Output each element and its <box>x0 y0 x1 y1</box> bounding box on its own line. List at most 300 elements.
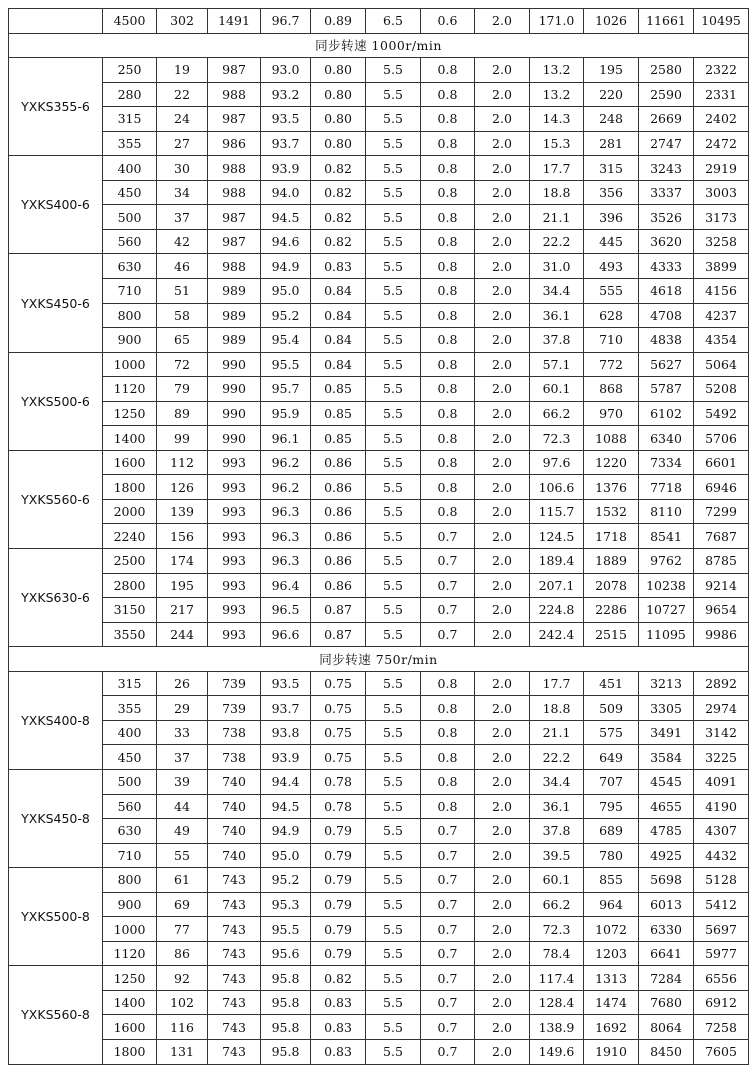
value-cell: 8541 <box>639 524 694 549</box>
value-cell: 1250 <box>103 401 157 426</box>
value-cell: 772 <box>584 352 639 377</box>
value-cell: 0.8 <box>421 450 475 475</box>
value-cell: 21.1 <box>530 720 584 745</box>
value-cell: 10495 <box>694 9 749 34</box>
value-cell: 93.8 <box>261 720 311 745</box>
value-cell: 315 <box>584 156 639 181</box>
table-row <box>9 1039 749 1064</box>
value-cell: 5.5 <box>366 401 421 426</box>
value-cell: 244 <box>157 622 208 647</box>
value-cell: 0.7 <box>421 573 475 598</box>
value-cell: 4838 <box>639 328 694 353</box>
value-cell: 9986 <box>694 622 749 647</box>
value-cell: 39 <box>157 769 208 794</box>
model-cell: YXKS450-8 <box>9 769 103 867</box>
value-cell: 740 <box>208 843 261 868</box>
value-cell: 5.5 <box>366 990 421 1015</box>
value-cell: 987 <box>208 205 261 230</box>
value-cell: 22.2 <box>530 229 584 254</box>
model-cell: YXKS560-8 <box>9 966 103 1064</box>
value-cell: 0.7 <box>421 524 475 549</box>
value-cell: 117.4 <box>530 966 584 991</box>
value-cell: 4708 <box>639 303 694 328</box>
value-cell: 27 <box>157 131 208 156</box>
value-cell: 630 <box>103 819 157 844</box>
value-cell: 217 <box>157 598 208 623</box>
value-cell: 1491 <box>208 9 261 34</box>
value-cell: 93.7 <box>261 131 311 156</box>
value-cell: 987 <box>208 229 261 254</box>
value-cell: 0.85 <box>311 377 366 402</box>
table-row <box>9 524 749 549</box>
value-cell: 58 <box>157 303 208 328</box>
table-row <box>9 58 749 83</box>
value-cell: 44 <box>157 794 208 819</box>
value-cell: 4545 <box>639 769 694 794</box>
table-row <box>9 573 749 598</box>
value-cell: 5.5 <box>366 966 421 991</box>
value-cell: 13.2 <box>530 58 584 83</box>
value-cell: 2.0 <box>475 377 530 402</box>
value-cell: 6946 <box>694 475 749 500</box>
value-cell: 2.0 <box>475 328 530 353</box>
value-cell: 0.8 <box>421 401 475 426</box>
value-cell: 6340 <box>639 426 694 451</box>
value-cell: 1220 <box>584 450 639 475</box>
value-cell: 93.7 <box>261 696 311 721</box>
value-cell: 4307 <box>694 819 749 844</box>
value-cell: 900 <box>103 892 157 917</box>
value-cell: 2240 <box>103 524 157 549</box>
value-cell: 5.5 <box>366 475 421 500</box>
value-cell: 5.5 <box>366 205 421 230</box>
value-cell: 95.8 <box>261 966 311 991</box>
value-cell: 2.0 <box>475 745 530 770</box>
model-cell: YXKS560-6 <box>9 450 103 548</box>
value-cell: 7680 <box>639 990 694 1015</box>
value-cell: 990 <box>208 377 261 402</box>
value-cell: 2331 <box>694 82 749 107</box>
value-cell: 97.6 <box>530 450 584 475</box>
value-cell: 96.3 <box>261 549 311 574</box>
table-row <box>9 131 749 156</box>
value-cell: 743 <box>208 1015 261 1040</box>
value-cell: 139 <box>157 499 208 524</box>
value-cell: 988 <box>208 156 261 181</box>
value-cell: 987 <box>208 58 261 83</box>
value-cell: 0.8 <box>421 82 475 107</box>
value-cell: 2.0 <box>475 671 530 696</box>
value-cell: 5.5 <box>366 58 421 83</box>
value-cell: 0.86 <box>311 549 366 574</box>
value-cell: 5697 <box>694 917 749 942</box>
value-cell: 96.3 <box>261 499 311 524</box>
value-cell: 49 <box>157 819 208 844</box>
value-cell: 1718 <box>584 524 639 549</box>
value-cell: 2.0 <box>475 401 530 426</box>
value-cell: 0.8 <box>421 205 475 230</box>
value-cell: 356 <box>584 180 639 205</box>
value-cell: 93.5 <box>261 107 311 132</box>
value-cell: 0.83 <box>311 254 366 279</box>
value-cell: 3003 <box>694 180 749 205</box>
table-row <box>9 328 749 353</box>
value-cell: 0.8 <box>421 58 475 83</box>
value-cell: 95.5 <box>261 352 311 377</box>
value-cell: 0.79 <box>311 917 366 942</box>
value-cell: 5698 <box>639 868 694 893</box>
value-cell: 3258 <box>694 229 749 254</box>
value-cell: 0.7 <box>421 843 475 868</box>
value-cell: 95.8 <box>261 1015 311 1040</box>
value-cell: 0.7 <box>421 892 475 917</box>
value-cell: 281 <box>584 131 639 156</box>
table-row <box>9 499 749 524</box>
value-cell: 7334 <box>639 450 694 475</box>
value-cell: 2402 <box>694 107 749 132</box>
value-cell: 2.0 <box>475 254 530 279</box>
model-cell: YXKS400-8 <box>9 671 103 769</box>
value-cell: 60.1 <box>530 868 584 893</box>
value-cell: 2974 <box>694 696 749 721</box>
value-cell: 743 <box>208 868 261 893</box>
value-cell: 0.8 <box>421 352 475 377</box>
value-cell: 707 <box>584 769 639 794</box>
value-cell: 0.79 <box>311 868 366 893</box>
table-row <box>9 9 749 34</box>
value-cell: 2.0 <box>475 966 530 991</box>
value-cell: 128.4 <box>530 990 584 1015</box>
value-cell: 743 <box>208 966 261 991</box>
value-cell: 988 <box>208 254 261 279</box>
value-cell: 5.5 <box>366 819 421 844</box>
value-cell: 6330 <box>639 917 694 942</box>
value-cell: 445 <box>584 229 639 254</box>
value-cell: 0.84 <box>311 328 366 353</box>
value-cell: 6601 <box>694 450 749 475</box>
value-cell: 115.7 <box>530 499 584 524</box>
table-row <box>9 696 749 721</box>
value-cell: 5.5 <box>366 180 421 205</box>
value-cell: 2.0 <box>475 180 530 205</box>
value-cell: 24 <box>157 107 208 132</box>
value-cell: 0.78 <box>311 769 366 794</box>
value-cell: 0.7 <box>421 941 475 966</box>
value-cell: 4925 <box>639 843 694 868</box>
value-cell: 0.80 <box>311 107 366 132</box>
value-cell: 34.4 <box>530 279 584 304</box>
value-cell: 2.0 <box>475 892 530 917</box>
value-cell: 6.5 <box>366 9 421 34</box>
value-cell: 8110 <box>639 499 694 524</box>
value-cell: 0.8 <box>421 475 475 500</box>
value-cell: 0.8 <box>421 745 475 770</box>
value-cell: 2.0 <box>475 82 530 107</box>
table-row <box>9 622 749 647</box>
value-cell: 6641 <box>639 941 694 966</box>
value-cell: 2500 <box>103 549 157 574</box>
value-cell: 5706 <box>694 426 749 451</box>
table-row <box>9 254 749 279</box>
value-cell: 5.5 <box>366 794 421 819</box>
value-cell: 0.8 <box>421 794 475 819</box>
value-cell: 2.0 <box>475 868 530 893</box>
value-cell: 0.83 <box>311 1015 366 1040</box>
value-cell: 106.6 <box>530 475 584 500</box>
value-cell: 993 <box>208 622 261 647</box>
value-cell: 302 <box>157 9 208 34</box>
value-cell: 189.4 <box>530 549 584 574</box>
value-cell: 0.83 <box>311 1039 366 1064</box>
value-cell: 2892 <box>694 671 749 696</box>
value-cell: 2.0 <box>475 524 530 549</box>
value-cell: 5.5 <box>366 499 421 524</box>
value-cell: 1000 <box>103 352 157 377</box>
value-cell: 0.82 <box>311 180 366 205</box>
table-row <box>9 156 749 181</box>
value-cell: 1026 <box>584 9 639 34</box>
value-cell: 1120 <box>103 377 157 402</box>
value-cell: 9654 <box>694 598 749 623</box>
value-cell: 2.0 <box>475 573 530 598</box>
value-cell: 5128 <box>694 868 749 893</box>
value-cell: 993 <box>208 524 261 549</box>
value-cell: 0.8 <box>421 107 475 132</box>
value-cell: 989 <box>208 279 261 304</box>
value-cell: 94.9 <box>261 254 311 279</box>
value-cell: 2.0 <box>475 598 530 623</box>
value-cell: 0.86 <box>311 499 366 524</box>
table-row <box>9 352 749 377</box>
value-cell: 4500 <box>103 9 157 34</box>
value-cell: 86 <box>157 941 208 966</box>
value-cell: 0.89 <box>311 9 366 34</box>
value-cell: 19 <box>157 58 208 83</box>
value-cell: 11095 <box>639 622 694 647</box>
value-cell: 2322 <box>694 58 749 83</box>
value-cell: 2.0 <box>475 499 530 524</box>
value-cell: 0.7 <box>421 819 475 844</box>
value-cell: 8785 <box>694 549 749 574</box>
value-cell: 0.8 <box>421 696 475 721</box>
value-cell: 5.5 <box>366 843 421 868</box>
value-cell: 242.4 <box>530 622 584 647</box>
value-cell: 743 <box>208 892 261 917</box>
value-cell: 2.0 <box>475 794 530 819</box>
value-cell: 0.7 <box>421 966 475 991</box>
value-cell: 79 <box>157 377 208 402</box>
value-cell: 0.75 <box>311 671 366 696</box>
value-cell: 220 <box>584 82 639 107</box>
value-cell: 400 <box>103 720 157 745</box>
value-cell: 7687 <box>694 524 749 549</box>
table-row <box>9 941 749 966</box>
value-cell: 2.0 <box>475 205 530 230</box>
value-cell: 5787 <box>639 377 694 402</box>
value-cell: 1000 <box>103 917 157 942</box>
value-cell: 6912 <box>694 990 749 1015</box>
value-cell: 500 <box>103 205 157 230</box>
table-row <box>9 868 749 893</box>
value-cell: 3305 <box>639 696 694 721</box>
value-cell: 1072 <box>584 917 639 942</box>
value-cell: 1088 <box>584 426 639 451</box>
model-cell <box>9 9 103 34</box>
value-cell: 9214 <box>694 573 749 598</box>
table-row <box>9 303 749 328</box>
value-cell: 0.86 <box>311 475 366 500</box>
value-cell: 3213 <box>639 671 694 696</box>
value-cell: 5.5 <box>366 303 421 328</box>
value-cell: 5627 <box>639 352 694 377</box>
value-cell: 0.7 <box>421 990 475 1015</box>
value-cell: 3491 <box>639 720 694 745</box>
value-cell: 0.86 <box>311 573 366 598</box>
value-cell: 4333 <box>639 254 694 279</box>
value-cell: 5.5 <box>366 82 421 107</box>
value-cell: 3243 <box>639 156 694 181</box>
value-cell: 72 <box>157 352 208 377</box>
value-cell: 2.0 <box>475 990 530 1015</box>
value-cell: 1400 <box>103 426 157 451</box>
value-cell: 628 <box>584 303 639 328</box>
value-cell: 400 <box>103 156 157 181</box>
value-cell: 96.4 <box>261 573 311 598</box>
table-row <box>9 475 749 500</box>
value-cell: 96.1 <box>261 426 311 451</box>
value-cell: 509 <box>584 696 639 721</box>
value-cell: 116 <box>157 1015 208 1040</box>
value-cell: 315 <box>103 107 157 132</box>
value-cell: 7605 <box>694 1039 749 1064</box>
value-cell: 2800 <box>103 573 157 598</box>
value-cell: 2.0 <box>475 58 530 83</box>
value-cell: 5.5 <box>366 156 421 181</box>
value-cell: 0.8 <box>421 769 475 794</box>
value-cell: 0.80 <box>311 82 366 107</box>
value-cell: 0.84 <box>311 352 366 377</box>
value-cell: 0.79 <box>311 843 366 868</box>
value-cell: 5.5 <box>366 1039 421 1064</box>
value-cell: 1400 <box>103 990 157 1015</box>
model-cell: YXKS450-6 <box>9 254 103 352</box>
value-cell: 2919 <box>694 156 749 181</box>
value-cell: 126 <box>157 475 208 500</box>
value-cell: 355 <box>103 696 157 721</box>
value-cell: 0.85 <box>311 401 366 426</box>
value-cell: 855 <box>584 868 639 893</box>
value-cell: 94.6 <box>261 229 311 254</box>
value-cell: 18.8 <box>530 180 584 205</box>
value-cell: 18.8 <box>530 696 584 721</box>
value-cell: 102 <box>157 990 208 1015</box>
value-cell: 195 <box>584 58 639 83</box>
section-header: 同步转速 750r/min <box>9 647 749 672</box>
value-cell: 3620 <box>639 229 694 254</box>
value-cell: 22.2 <box>530 745 584 770</box>
value-cell: 743 <box>208 941 261 966</box>
value-cell: 5.5 <box>366 377 421 402</box>
value-cell: 0.82 <box>311 205 366 230</box>
value-cell: 5.5 <box>366 917 421 942</box>
value-cell: 39.5 <box>530 843 584 868</box>
value-cell: 5412 <box>694 892 749 917</box>
value-cell: 0.87 <box>311 622 366 647</box>
value-cell: 0.8 <box>421 131 475 156</box>
value-cell: 6102 <box>639 401 694 426</box>
value-cell: 5.5 <box>366 279 421 304</box>
value-cell: 72.3 <box>530 917 584 942</box>
value-cell: 224.8 <box>530 598 584 623</box>
value-cell: 1889 <box>584 549 639 574</box>
value-cell: 739 <box>208 671 261 696</box>
value-cell: 207.1 <box>530 573 584 598</box>
value-cell: 0.84 <box>311 279 366 304</box>
model-cell: YXKS400-6 <box>9 156 103 254</box>
value-cell: 99 <box>157 426 208 451</box>
value-cell: 743 <box>208 917 261 942</box>
value-cell: 1376 <box>584 475 639 500</box>
value-cell: 5.5 <box>366 769 421 794</box>
value-cell: 1532 <box>584 499 639 524</box>
value-cell: 450 <box>103 180 157 205</box>
value-cell: 5.5 <box>366 352 421 377</box>
value-cell: 95.8 <box>261 1039 311 1064</box>
value-cell: 55 <box>157 843 208 868</box>
value-cell: 0.7 <box>421 1015 475 1040</box>
table-row <box>9 401 749 426</box>
value-cell: 5977 <box>694 941 749 966</box>
value-cell: 0.87 <box>311 598 366 623</box>
value-cell: 2.0 <box>475 279 530 304</box>
value-cell: 555 <box>584 279 639 304</box>
value-cell: 1474 <box>584 990 639 1015</box>
value-cell: 2580 <box>639 58 694 83</box>
value-cell: 987 <box>208 107 261 132</box>
value-cell: 989 <box>208 328 261 353</box>
value-cell: 1800 <box>103 475 157 500</box>
value-cell: 739 <box>208 696 261 721</box>
value-cell: 10727 <box>639 598 694 623</box>
value-cell: 0.85 <box>311 426 366 451</box>
value-cell: 3225 <box>694 745 749 770</box>
value-cell: 0.8 <box>421 303 475 328</box>
value-cell: 72.3 <box>530 426 584 451</box>
value-cell: 95.3 <box>261 892 311 917</box>
value-cell: 0.8 <box>421 156 475 181</box>
value-cell: 29 <box>157 696 208 721</box>
value-cell: 560 <box>103 794 157 819</box>
value-cell: 0.8 <box>421 499 475 524</box>
value-cell: 993 <box>208 573 261 598</box>
table-row <box>9 671 749 696</box>
table-row <box>9 549 749 574</box>
value-cell: 0.80 <box>311 131 366 156</box>
table-row <box>9 279 749 304</box>
value-cell: 1120 <box>103 941 157 966</box>
value-cell: 2.0 <box>475 843 530 868</box>
value-cell: 248 <box>584 107 639 132</box>
table-row <box>9 180 749 205</box>
motor-spec-table <box>8 8 749 1065</box>
value-cell: 5.5 <box>366 573 421 598</box>
value-cell: 5064 <box>694 352 749 377</box>
value-cell: 0.84 <box>311 303 366 328</box>
value-cell: 5.5 <box>366 892 421 917</box>
value-cell: 5.5 <box>366 549 421 574</box>
value-cell: 8064 <box>639 1015 694 1040</box>
value-cell: 0.8 <box>421 377 475 402</box>
